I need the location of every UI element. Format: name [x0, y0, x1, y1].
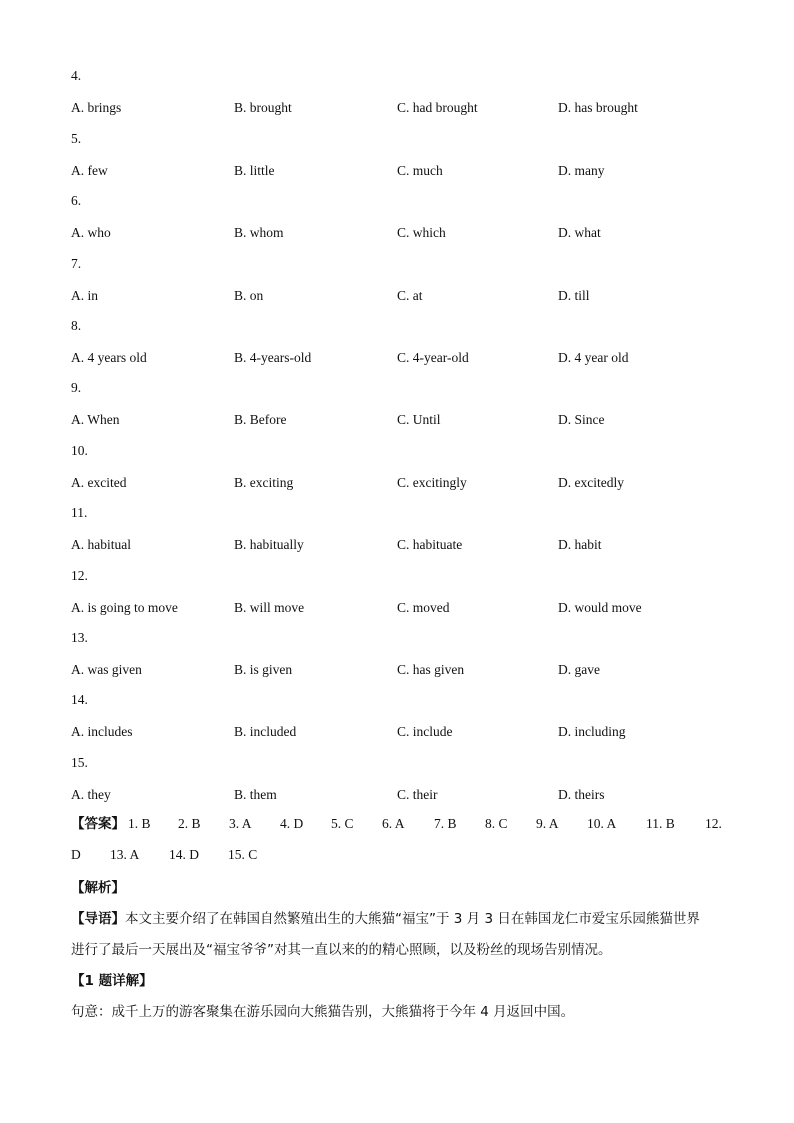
- option-a: A. When: [71, 412, 120, 427]
- option-c: C. which: [397, 225, 446, 240]
- option-d: D. would move: [558, 600, 642, 615]
- question-number-15: 15.: [71, 755, 88, 770]
- question-number-7: 7.: [71, 256, 82, 271]
- question-14-options: [71, 724, 751, 740]
- option-d: D. what: [558, 225, 601, 240]
- option-a: A. who: [71, 225, 111, 240]
- option-c: C. include: [397, 724, 453, 739]
- option-a: A. is going to move: [71, 600, 178, 615]
- option-b: B. Before: [234, 412, 287, 427]
- detail-heading: 【1 题详解】: [71, 973, 153, 989]
- question-5-options: [71, 163, 751, 179]
- answer-item: 12.: [705, 816, 722, 831]
- analysis-heading: 【解析】: [71, 880, 125, 896]
- answer-key: [71, 816, 731, 878]
- answer-item: 10. A: [587, 816, 617, 831]
- option-a: A. 4 years old: [71, 350, 147, 365]
- answer-item: 2. B: [178, 816, 201, 831]
- question-number-5: 5.: [71, 131, 82, 146]
- option-d: D. many: [558, 163, 605, 178]
- option-b: B. them: [234, 787, 277, 802]
- answer-item: 8. C: [485, 816, 508, 831]
- intro-text-1: 本文主要介绍了在韩国自然繁殖出生的大熊猫“福宝”于 3 月 3 日在韩国龙仁市爱宝乐园熊猫世界: [125, 911, 700, 927]
- option-b: B. brought: [234, 100, 292, 115]
- question-13-options: [71, 662, 751, 678]
- answer-item: 6. A: [382, 816, 405, 831]
- answer-item: 11. B: [646, 816, 675, 831]
- answer-item: D: [71, 847, 81, 862]
- option-d: D. including: [558, 724, 626, 739]
- option-c: C. had brought: [397, 100, 478, 115]
- option-b: B. is given: [234, 662, 293, 677]
- detail-text: 句意：成千上万的游客聚集在游乐园向大熊猫告别，大熊猫将于今年 4 月返回中国。: [71, 1004, 575, 1020]
- answer-item: 4. D: [280, 816, 304, 831]
- option-c: C. their: [397, 787, 438, 802]
- option-b: B. little: [234, 163, 275, 178]
- question-number-14: 14.: [71, 692, 88, 707]
- question-number-12: 12.: [71, 568, 88, 583]
- answer-item: 15. C: [228, 847, 258, 862]
- answer-item: 1. B: [128, 816, 151, 831]
- option-d: D. habit: [558, 537, 602, 552]
- answer-item: 13. A: [110, 847, 140, 862]
- question-6-options: [71, 225, 751, 241]
- question-12-options: [71, 600, 751, 616]
- option-d: D. excitedly: [558, 475, 624, 490]
- option-b: B. whom: [234, 225, 284, 240]
- option-c: C. at: [397, 288, 423, 303]
- option-b: B. habitually: [234, 537, 304, 552]
- question-7-options: [71, 288, 751, 304]
- option-d: D. till: [558, 288, 590, 303]
- option-d: D. 4 year old: [558, 350, 629, 365]
- intro-paragraph-line-2: 进行了最后一天展出及“福宝爷爷”对其一直以来的的精心照顾，以及粉丝的现场告别情况。: [71, 942, 612, 958]
- question-number-8: 8.: [71, 318, 82, 333]
- answer-item: 5. C: [331, 816, 354, 831]
- option-c: C. habituate: [397, 537, 463, 552]
- question-4-options: [71, 100, 751, 116]
- question-9-options: [71, 412, 751, 428]
- answer-item: 7. B: [434, 816, 457, 831]
- option-a: A. excited: [71, 475, 127, 490]
- question-number-4: 4.: [71, 68, 82, 83]
- answer-item: 14. D: [169, 847, 199, 862]
- option-a: A. habitual: [71, 537, 131, 552]
- question-10-options: [71, 475, 751, 491]
- question-number-13: 13.: [71, 630, 88, 645]
- option-b: B. exciting: [234, 475, 294, 490]
- intro-label: 【导语】: [71, 911, 125, 927]
- option-c: C. excitingly: [397, 475, 467, 490]
- option-a: A. includes: [71, 724, 133, 739]
- question-number-9: 9.: [71, 380, 82, 395]
- option-b: B. will move: [234, 600, 305, 615]
- question-8-options: [71, 350, 751, 366]
- option-a: A. in: [71, 288, 98, 303]
- option-b: B. 4-years-old: [234, 350, 312, 365]
- option-d: D. gave: [558, 662, 600, 677]
- option-b: B. on: [234, 288, 264, 303]
- option-c: C. much: [397, 163, 443, 178]
- option-b: B. included: [234, 724, 297, 739]
- intro-paragraph-line-1: [71, 911, 731, 927]
- option-c: C. moved: [397, 600, 450, 615]
- option-d: D. Since: [558, 412, 605, 427]
- answer-row-1: [71, 816, 731, 847]
- answer-item: 3. A: [229, 816, 252, 831]
- option-d: D. has brought: [558, 100, 638, 115]
- question-15-options: [71, 787, 751, 803]
- question-number-10: 10.: [71, 443, 88, 458]
- question-number-11: 11.: [71, 505, 88, 520]
- option-a: A. brings: [71, 100, 122, 115]
- option-a: A. was given: [71, 662, 142, 677]
- option-c: C. 4-year-old: [397, 350, 469, 365]
- question-11-options: [71, 537, 751, 553]
- option-c: C. has given: [397, 662, 465, 677]
- option-a: A. they: [71, 787, 111, 802]
- answer-row-2: [71, 847, 731, 878]
- option-d: D. theirs: [558, 787, 605, 802]
- option-a: A. few: [71, 163, 108, 178]
- question-number-6: 6.: [71, 193, 82, 208]
- option-c: C. Until: [397, 412, 441, 427]
- answer-item: 9. A: [536, 816, 559, 831]
- answer-label: 【答案】: [71, 816, 125, 832]
